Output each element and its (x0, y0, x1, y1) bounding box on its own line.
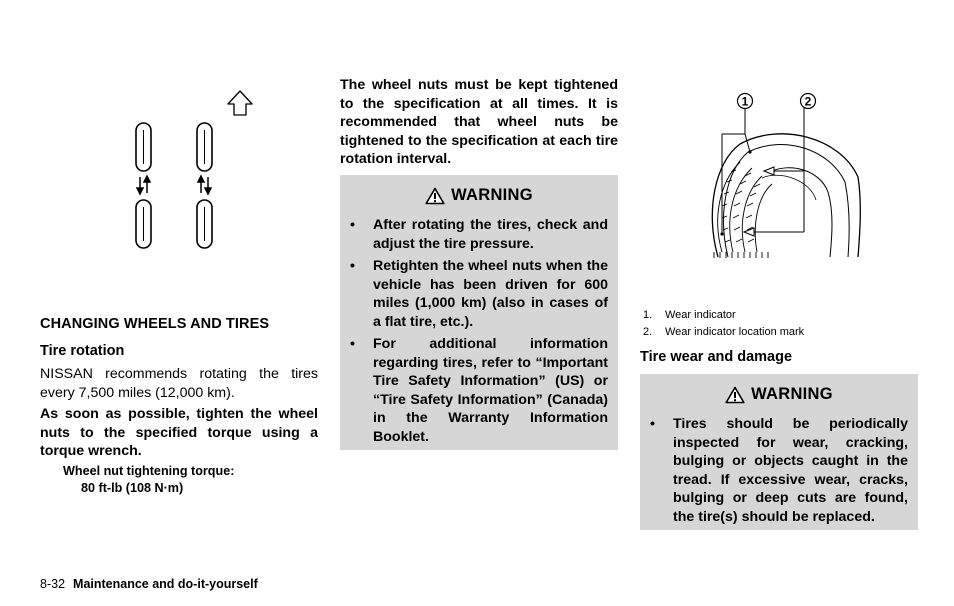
warning-title: WARNING (451, 186, 533, 204)
up-down-arrows-icon (137, 176, 150, 194)
torque-value: 80 ft-lb (108 N·m) (81, 481, 184, 495)
tire-wear-indicator-diagram (700, 92, 865, 258)
warning-header (340, 186, 618, 205)
chapter-title: Maintenance and do-it-yourself (73, 577, 258, 591)
caption-item: 1. Wear indicator (643, 309, 736, 321)
caption-item: 2. Wear indicator location mark (643, 326, 805, 338)
svg-text:1: 1 (741, 94, 749, 109)
torque-label: Wheel nut tightening torque: (63, 464, 235, 478)
list-item: • Tires should be periodically inspected for wear, cracking, bulging or objects caught in the tread. If excessive wear, cracks, bulging or deep cuts are found, the tire(s) should be replaced. (650, 416, 908, 525)
tire-rotation-heading: Tire rotation (40, 343, 125, 359)
warning-triangle-icon (725, 386, 745, 404)
warning-header (640, 385, 918, 404)
front-right-tire (197, 123, 212, 171)
rear-right-tire (197, 200, 212, 248)
warning-list (340, 216, 618, 446)
list-item: • Retighten the wheel nuts when the vehicle has been driven for 600 miles (1,000 km) (also in cases of a flat tire, etc.). (350, 258, 608, 330)
warning-triangle-icon (425, 187, 445, 205)
page-number: 8-32 (40, 577, 66, 591)
page-footer (40, 577, 258, 591)
up-down-arrows-icon (198, 176, 211, 194)
tire-rotation-diagram (120, 88, 260, 258)
warning-box-wear (640, 374, 918, 530)
callout-1 (738, 94, 753, 109)
list-item: • For additional information regarding tires, refer to “Important Tire Safety Information” (US) or “Tire Safety Information” (Canada) in the Warranty Information Booklet. (350, 336, 608, 445)
list-item: • After rotating the tires, check and adjust the tire pressure. (350, 217, 608, 252)
wheel-nut-note: The wheel nuts must be kept tightened to the specification at all times. It is recommended that wheel nuts be tightened to the specification at each tire rotation interval. (340, 77, 618, 167)
front-left-tire (136, 123, 151, 171)
svg-text:2: 2 (804, 94, 812, 109)
callout-2 (801, 94, 816, 109)
front-arrow-icon (228, 91, 252, 115)
tire-rotation-intro: NISSAN recommends rotating the tires every 7,500 miles (12,000 km). (40, 366, 318, 401)
warning-box-rotation (340, 175, 618, 450)
warning-list (640, 415, 918, 526)
tighten-instruction: As soon as possible, tighten the wheel nuts to the specified torque using a torque wrench. (40, 406, 318, 459)
rear-left-tire (136, 200, 151, 248)
figure-captions (643, 307, 921, 341)
section-title: CHANGING WHEELS AND TIRES (40, 316, 270, 332)
tire-wear-heading: Tire wear and damage (640, 349, 793, 365)
warning-title: WARNING (751, 385, 833, 403)
